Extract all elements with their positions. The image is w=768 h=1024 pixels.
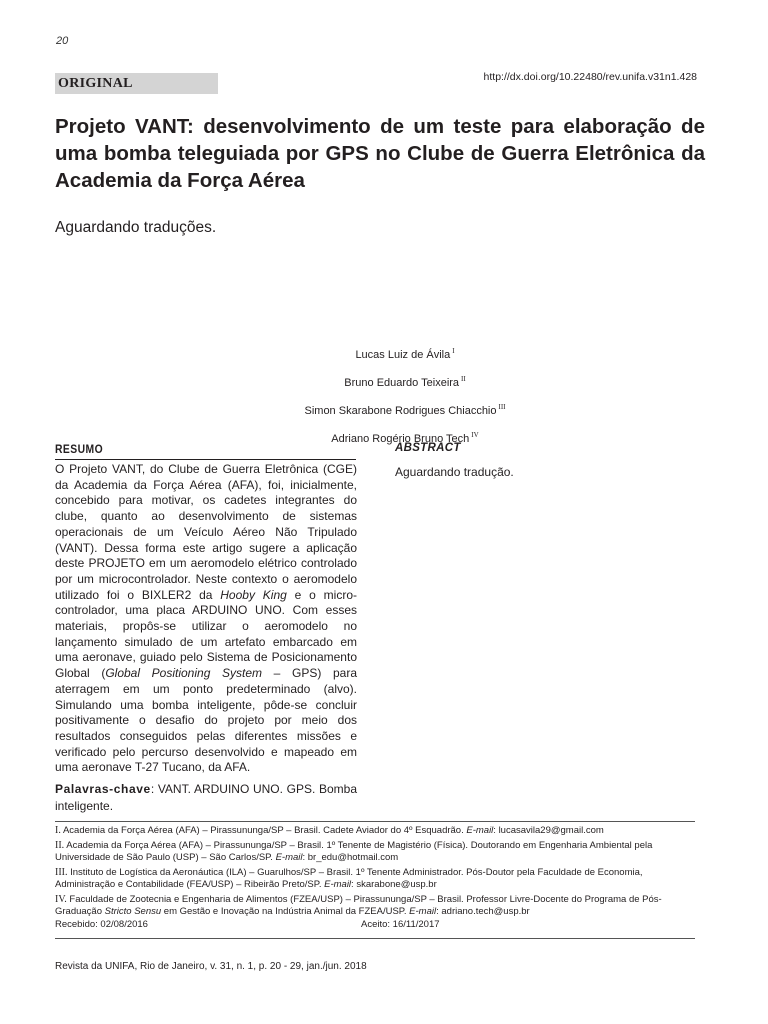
page-number: 20 <box>56 35 69 47</box>
resumo-text: O Projeto VANT, do Clube de Guerra Eletrônica (CGE) da Academia da Força Aérea (AFA), foi, inicialmente, concebido para motivar, os cadetes integrantes do clube, quanto ao desenvolvimento de sistemas operacionais de um Veículo Aéreo Não Tripulado (VANT). Dessa forma este artigo sugere a aplicação deste PROJETO em um aeromodelo elétrico controlado por um microcontrolador. Neste contexto o aeromodelo utilizado foi o BIXLER2 da Hooby King e o micro-controlador, uma placa ARDUINO UNO. Com esses materiais, propôs-se utilizar o aeromodelo no lançamento simulado de um artefato embarcado em uma aeronave, guiado pelo Sistema de Posicionamento Global (Global Positioning System – GPS) para aterragem em um ponto predeterminado (alvo). Simulando uma bomba inteligente, pôde-se concluir positivamente o desafio do projeto por meio dos resultados conseguidos pelas diferentes missões e verificado pelo percurso desenvolvido e mapeado em uma aeronave T-27 Tucano, da AFA. <box>55 462 357 775</box>
keywords-label: Palavras-chave <box>55 782 151 796</box>
footnote: IV. Faculdade de Zootecnia e Engenharia de Alimentos (FZEA/USP) – Pirassununga/SP – Brasil. Professor Livre-Docente do Programa de Pós-Graduação Stricto Sensu em Gestão e Inovação na Indústria Animal da FZEA/USP. E-mail: adriano.tech@usp.br <box>55 893 662 917</box>
journal-citation: Revista da UNIFA, Rio de Janeiro, v. 31, n. 1, p. 20 - 29, jan./jun. 2018 <box>55 961 367 972</box>
doi-link[interactable]: http://dx.doi.org/10.22480/rev.unifa.v31n1.428 <box>483 71 697 83</box>
resumo-heading: RESUMO <box>55 444 104 456</box>
article-title: Projeto VANT: desenvolvimento de um teste para elaboração de uma bomba teleguiada por GPS no Clube de Guerra Eletrônica da Academia da Força Aérea <box>55 115 705 192</box>
abstract-text: Aguardando tradução. <box>395 465 514 479</box>
footnotes <box>55 825 697 932</box>
footnote: III. Instituto de Logística da Aeronáutica (ILA) – Guarulhos/SP – Brasil. 1º Tenente Administrador. Pós-Doutor pela Faculdade de Economia, Administração e Contabilidade (FEA/USP) – Ribeirão Preto/SP. E-mail: skarabone@usp.br <box>55 866 643 890</box>
section-label: ORIGINAL <box>58 76 133 91</box>
affiliation-mark: I <box>452 347 455 355</box>
author: Adriano Rogério Bruno Tech $^{IV}$ <box>331 431 479 445</box>
footnote: II. Academia da Força Aérea (AFA) – Pirassununga/SP – Brasil. 1º Tenente de Magistério (Física). Doutorando em Engenharia Ambiental pela Universidade de São Paulo (USP) – São Carlos/SP. E-mail: br_edu@hotmail.com <box>55 839 653 863</box>
affiliation-mark: IV <box>471 431 479 439</box>
affiliation-mark: II <box>461 375 466 383</box>
footnote: I. Academia da Força Aérea (AFA) – Pirassununga/SP – Brasil. Cadete Aviador do 4º Esquadrão. E-mail: lucasavila29@gmail.com <box>55 825 604 836</box>
keywords: Palavras-chave: VANT. ARDUINO UNO. GPS. Bomba inteligente. <box>55 782 357 813</box>
affiliation-mark: III <box>498 403 506 411</box>
author: Simon Skarabone Rodrigues Chiacchio $^{III}$ <box>304 403 506 417</box>
article-dates <box>55 919 697 932</box>
footnote-divider-top <box>55 821 695 822</box>
article-subtitle: Aguardando traduções. <box>55 219 217 236</box>
author: Lucas Luiz de Ávila $^I$ <box>355 347 455 361</box>
received-date: Recebido: 02/08/2016 <box>55 918 148 930</box>
author: Bruno Eduardo Teixeira $^{II}$ <box>344 375 466 389</box>
footnote-divider-bottom <box>55 938 695 939</box>
author-list <box>180 339 630 451</box>
abstract-heading: ABSTRACT <box>395 442 461 454</box>
resumo-divider <box>55 459 356 460</box>
accepted-date: Aceito: 16/11/2017 <box>361 918 440 930</box>
